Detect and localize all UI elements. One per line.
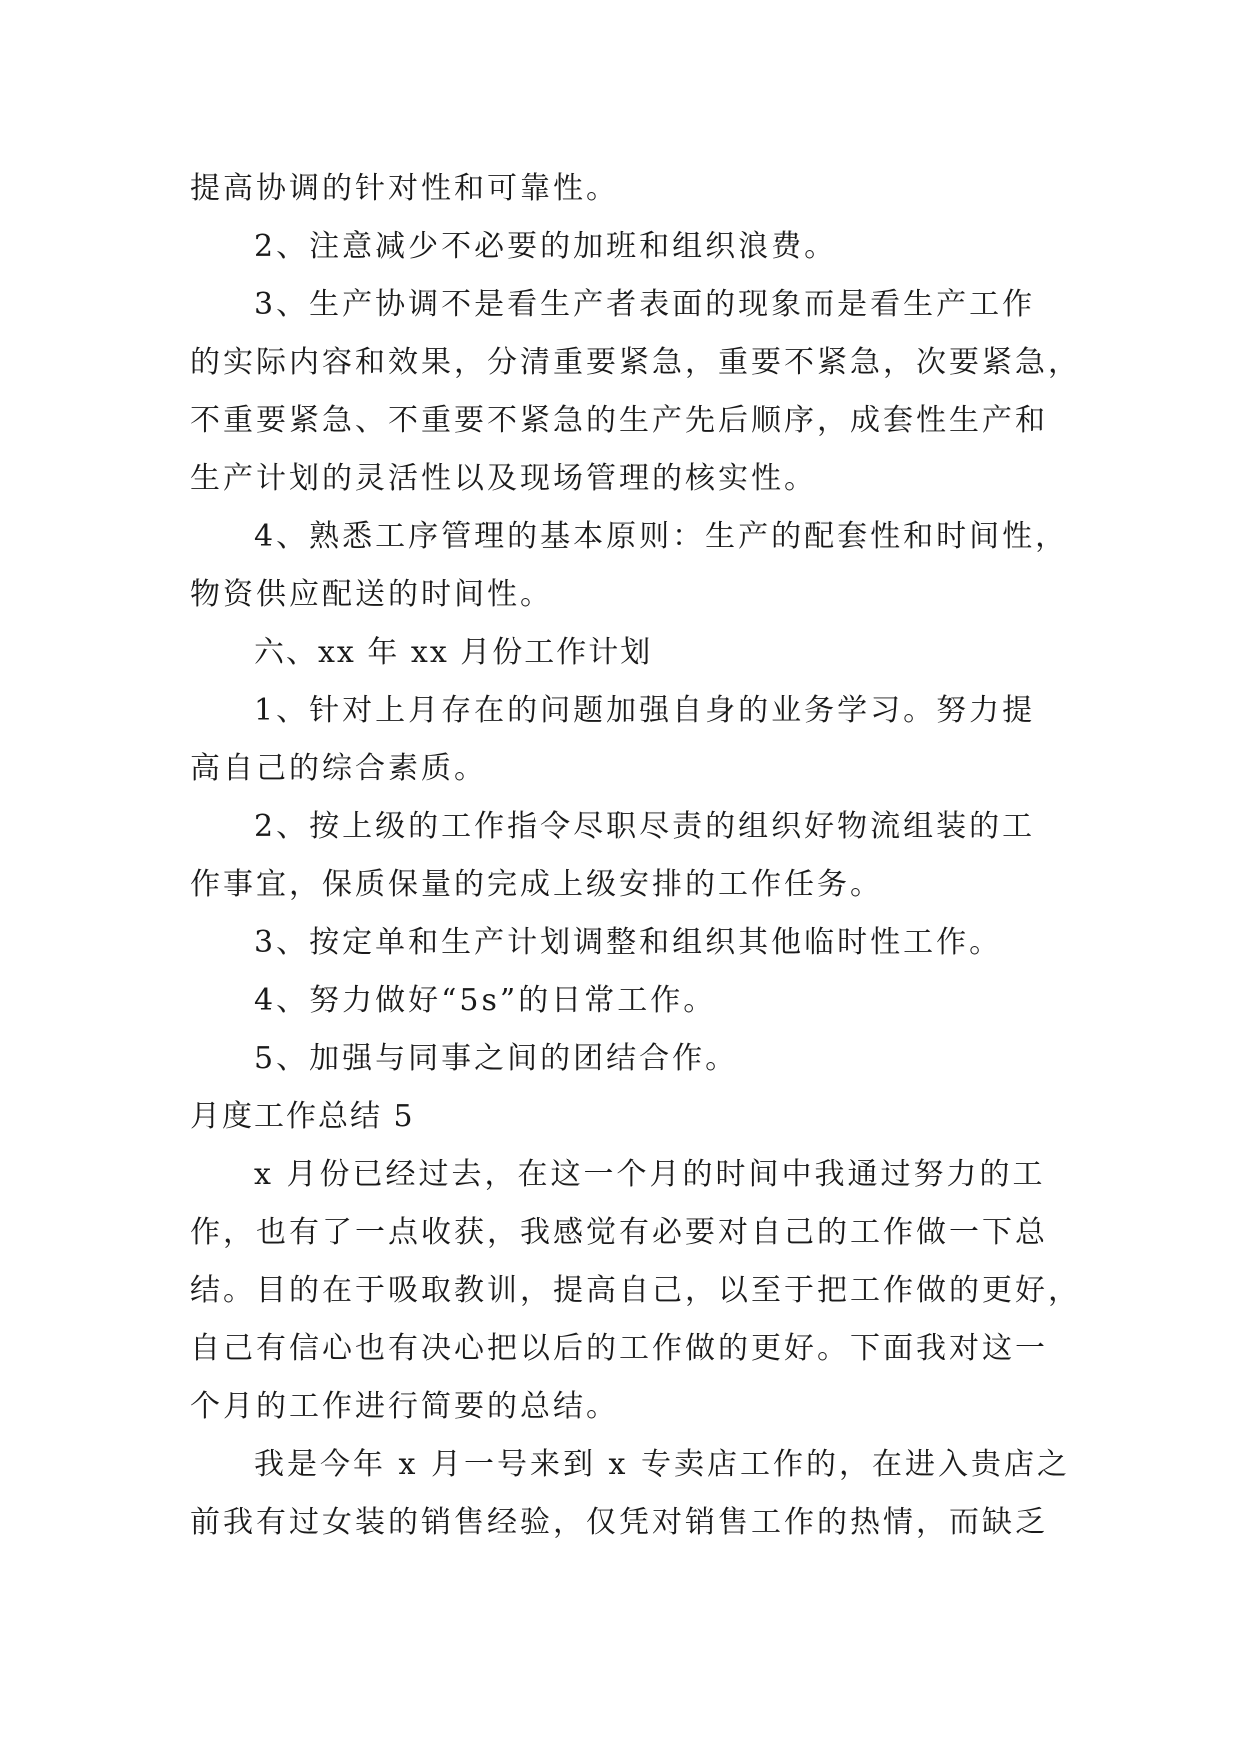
paragraph-line: 4、努力做好“5s”的日常工作。 xyxy=(254,983,717,1018)
paragraph-line: 结。目的在于吸取教训，提高自己，以至于把工作做的更好， xyxy=(190,1273,1081,1308)
paragraph-line: x 月份已经过去，在这一个月的时间中我通过努力的工 xyxy=(254,1157,1046,1192)
section-heading: 六、xx 年 xx 月份工作计划 xyxy=(254,635,653,670)
paragraph-line: 4、熟悉工序管理的基本原则：生产的配套性和时间性， xyxy=(254,519,1069,554)
paragraph-line: 生产计划的灵活性以及现场管理的核实性。 xyxy=(190,461,817,496)
document-title: 月度工作总结 5 xyxy=(190,1099,415,1134)
paragraph-line: 5、加强与同事之间的团结合作。 xyxy=(254,1041,739,1076)
paragraph-line: 物资供应配送的时间性。 xyxy=(190,577,553,612)
paragraph-line: 自己有信心也有决心把以后的工作做的更好。下面我对这一 xyxy=(190,1331,1048,1366)
paragraph-line: 作事宜，保质保量的完成上级安排的工作任务。 xyxy=(190,867,883,902)
paragraph-line: 3、按定单和生产计划调整和组织其他临时性工作。 xyxy=(254,925,1003,960)
paragraph-line: 我是今年 x 月一号来到 x 专卖店工作的，在进入贵店之 xyxy=(254,1447,1070,1482)
document-body xyxy=(190,160,1081,1552)
paragraph-line: 1、针对上月存在的问题加强自身的业务学习。努力提 xyxy=(254,693,1036,728)
paragraph-line: 不重要紧急、不重要不紧急的生产先后顺序，成套性生产和 xyxy=(190,403,1048,438)
paragraph-line: 个月的工作进行简要的总结。 xyxy=(190,1389,619,1424)
paragraph-line: 2、注意减少不必要的加班和组织浪费。 xyxy=(254,229,838,264)
paragraph-line: 高自己的综合素质。 xyxy=(190,751,487,786)
paragraph-line: 3、生产协调不是看生产者表面的现象而是看生产工作 xyxy=(254,287,1036,322)
paragraph-line: 提高协调的针对性和可靠性。 xyxy=(190,171,619,206)
paragraph-line: 的实际内容和效果，分清重要紧急，重要不紧急，次要紧急， xyxy=(190,345,1081,380)
paragraph-line: 前我有过女装的销售经验，仅凭对销售工作的热情，而缺乏 xyxy=(190,1505,1048,1540)
paragraph-line: 作，也有了一点收获，我感觉有必要对自己的工作做一下总 xyxy=(190,1215,1048,1250)
paragraph-line: 2、按上级的工作指令尽职尽责的组织好物流组装的工 xyxy=(254,809,1036,844)
